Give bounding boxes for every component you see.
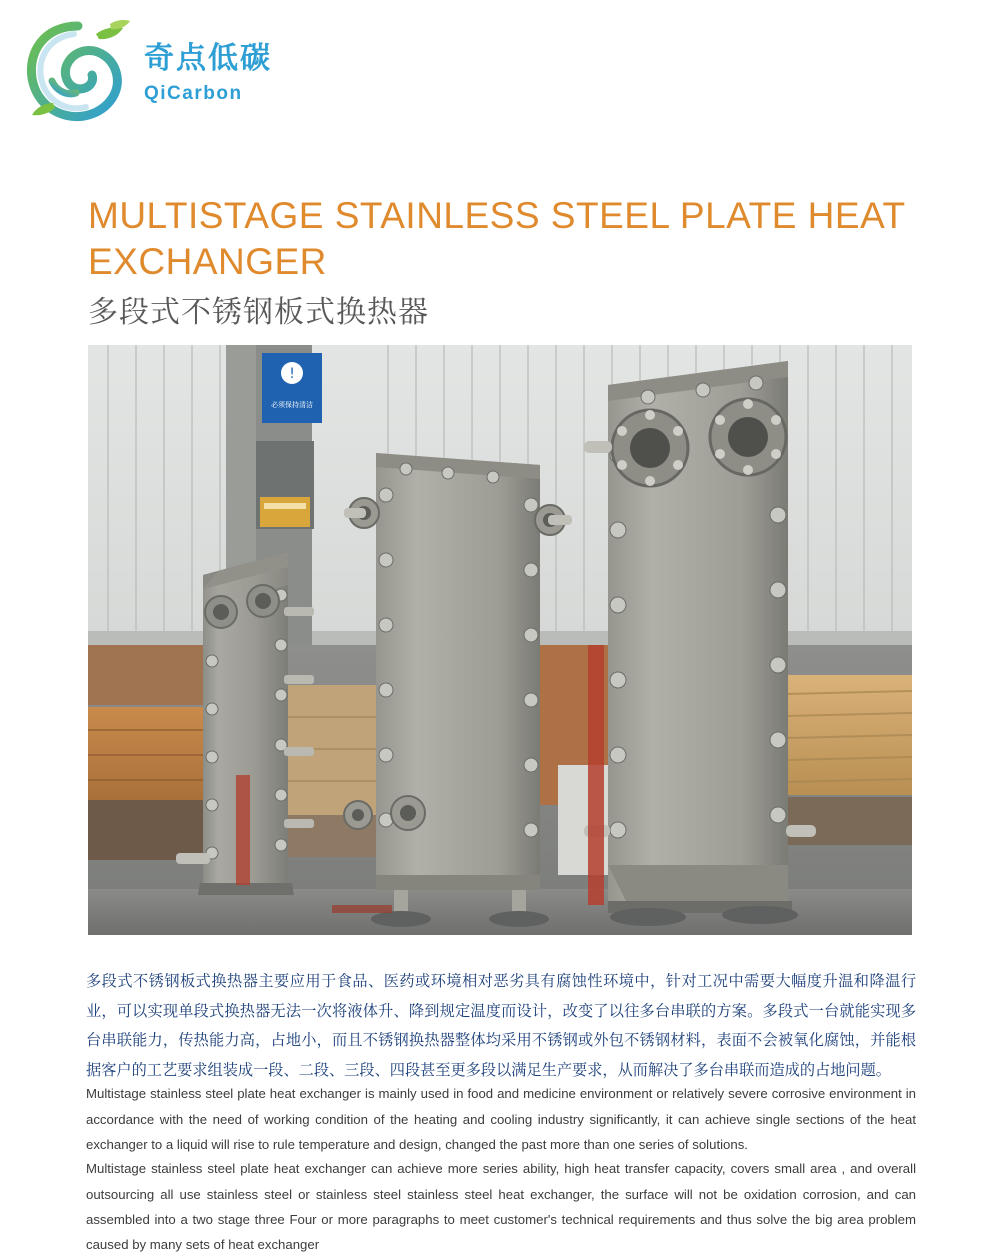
- svg-text:必须保持清洁: 必须保持清洁: [271, 401, 313, 409]
- page-title-en: MULTISTAGE STAINLESS STEEL PLATE HEAT EXCHANGER: [88, 194, 905, 283]
- description-paragraph-en-1: Multistage stainless steel plate heat exchanger is mainly used in food and medicine environment or relatively severe corrosive environment in accordance with the need of working condition of the heating and cooling industry significantly, it can achieve single sections of the heat exchanger to a liquid will rise to rule temperature and design, changed the past more than one series of solutions.: [86, 1086, 916, 1152]
- product-photo: [88, 345, 912, 935]
- svg-text:!: !: [289, 366, 295, 382]
- brand-name-en: QiCarbon: [144, 82, 243, 104]
- brand-wordmark: [144, 42, 304, 105]
- brand-name-cn: 奇点低碳: [144, 41, 272, 76]
- spiral-leaf-logo-icon: [22, 18, 134, 130]
- description-paragraph-en-2: Multistage stainless steel plate heat exchanger can achieve more series ability, high heat transfer capacity, covers small area , and overall outsourcing all use stainless steel or stainless steel stainless steel heat exchanger, the surface will not be oxidation corrosion, and can assembled into a two stage three Four or more paragraphs to meet customer's technical requirements and thus solve the big area problem caused by many sets of heat exchanger: [86, 1161, 916, 1253]
- brand-logo: [22, 18, 302, 130]
- page-title-cn: 多段式不锈钢板式换热器: [88, 294, 429, 330]
- description-paragraph-cn: 多段式不锈钢板式换热器主要应用于食品、医药或环境相对恶劣具有腐蚀性环境中，针对工况中需要大幅度升温和降温行业，可以实现单段式换热器无法一次将液体升、降到规定温度而设计，改变了以往多台串联的方案。多段式一台就能实现多台串联能力，传热能力高，占地小，而且不锈钢换热器整体均采用不锈钢或外包不锈钢材料，表面不会被氧化腐蚀，并能根据客户的工艺要求组装成一段、二段、三段、四段甚至更多段以满足生产要求，从而解决了多台串联而造成的占地问题。: [86, 972, 916, 1080]
